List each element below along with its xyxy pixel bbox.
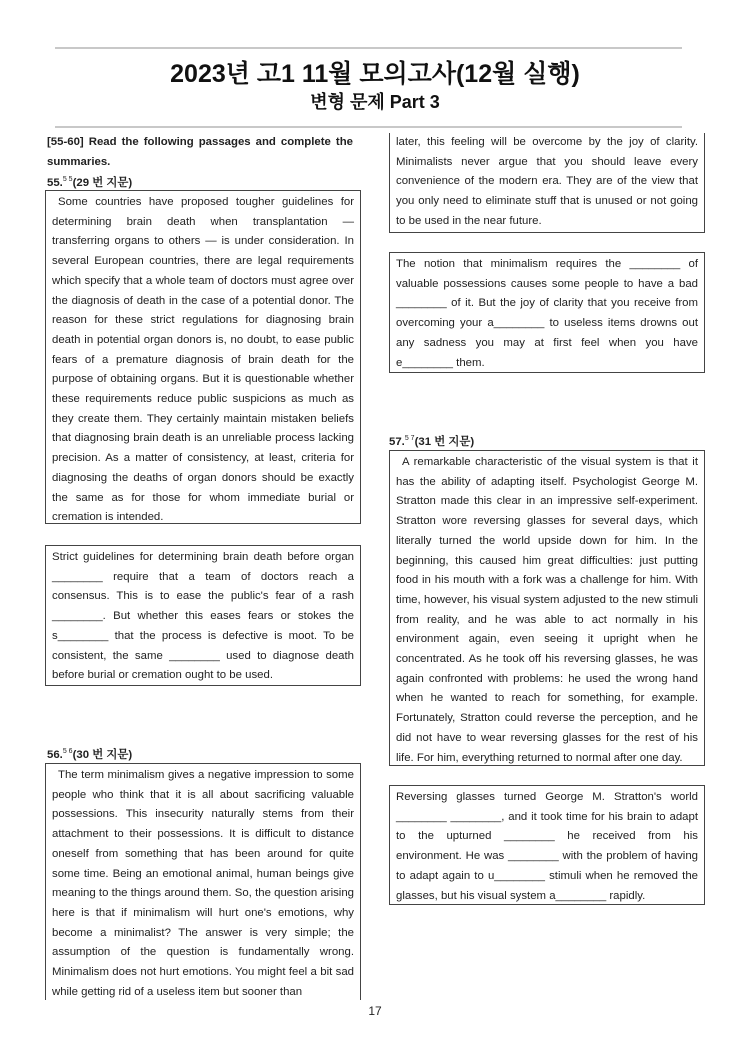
question-56-label: 56.$^{5 6}$(30 번 지문) <box>47 748 133 761</box>
question-56-passage-continued: later, this feeling will be overcome by the joy of clarity. Minimalists never argue that you should leave every convenience of the modern era. They are of the view that you only need to eliminate stuff that is unused or not going to be used in the near future. <box>389 133 705 233</box>
question-55-label: 55.$^{5 5}$(29 번 지문) <box>47 176 133 189</box>
question-56-passage: The term minimalism gives a negative impression to some people who think that it is all about sacrificing valuable possessions. This insecurity naturally stems from their attachment to their possessions. It is difficult to distance oneself from something that has been around for quite some time. Being an emotional animal, human beings give meaning to the things around them. So, the question arising here is that if minimalism will hurt one's emotions, why become a minimalist? The answer is very simple; the assumption of the question is fundamentally wrong. Minimalism does not hurt emotions. You might feel a bit sad while getting rid of a useless item but sooner than <box>45 763 361 1000</box>
question-55-summary: Strict guidelines for determining brain death before organ ________ require that a team of doctors reach a consensus. This is to ease the public's fear of a rash ________. But whether this eases fears or stokes the s________ that the process is defective is moot. To be consistent, the same ________ used to diagnose death before burial or cremation ought to be used. <box>45 545 361 686</box>
question-57-passage: A remarkable characteristic of the visual system is that it has the ability of adapting itself. Psychologist George M. Stratton made this clear in an impressive self-experiment. Stratton wore reversing glasses for several days, which literally turned the world upside down for him. In the beginning, this caused him great difficulties: just putting food in his mouth with a fork was a challenge for him. With time, however, his visual system adjusted to the new stimuli from reality, and he was able to act normally in his environment again, even seeing it upright when he concentrated. As he took off his reversing glasses, he was again confronted with problems: he used the wrong hand when he wanted to reach for something, for example. Fortunately, Stratton could reverse the perception, and he did not have to wear reversing glasses for the rest of his life. For him, everything returned to normal after one day. <box>389 450 705 766</box>
instructions: [55-60] Read the following passages and complete the summaries. <box>47 136 353 168</box>
page-number: 17 <box>368 1004 382 1018</box>
top-rule <box>55 47 682 49</box>
page-title: 2023년 고1 11월 모의고사(12월 실행) <box>170 60 580 88</box>
header-rule <box>55 126 682 128</box>
question-57-label: 57.$^{5 7}$(31 번 지문) <box>389 435 475 448</box>
question-55-passage: Some countries have proposed tougher guidelines for determining brain death when transplantation — transferring organs to others — is under consideration. In several European countries, there are legal requirements which specify that a whole team of doctors must agree over the diagnosis of death in the case of a potential donor. The reason for these strict regulations for diagnosing brain death in potential organ donors is, no doubt, to ease public fears of a premature diagnosis of brain death for the purpose of obtaining organs. But it is questionable whether these requirements reduce public suspicions as much as they create them. They certainly maintain mistaken beliefs that diagnosing brain death is an unreliable process lacking precision. As a matter of consistency, at least, criteria for diagnosing the deaths of organ donors should be exactly the same as for those for whom immediate burial or cremation is intended. <box>45 190 361 524</box>
page-subtitle: 변형 문제 Part 3 <box>310 92 440 112</box>
question-57-summary: Reversing glasses turned George M. Stratton's world ________ ________, and it took time for his brain to adapt to the upturned ________ he received from his environment. He was ________ with the problem of having to adapt again to u________ stimuli when he removed the glasses, but his visual system a________ rapidly. <box>389 785 705 905</box>
question-56-summary: The notion that minimalism requires the ________ of valuable possessions causes some people to have a bad ________ of it. But the joy of clarity that you receive from overcoming your a________ to useless items drowns out any sadness you may at first feel when you have e________ them. <box>389 252 705 373</box>
